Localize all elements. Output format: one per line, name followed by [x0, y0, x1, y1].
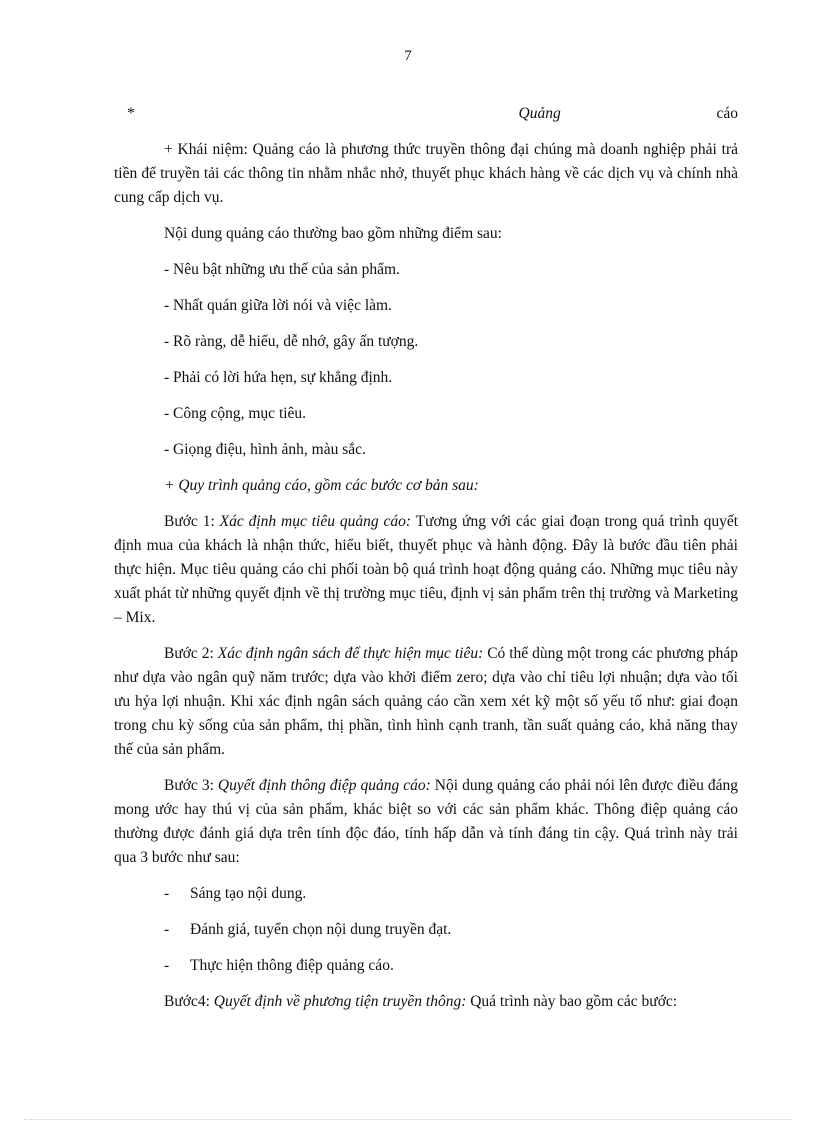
list-item: - Công cộng, mục tiêu. [164, 405, 307, 422]
page-bottom-border [24, 1119, 792, 1120]
sub-step-dash: - [164, 957, 170, 974]
step-2-label: Bước 2: [164, 645, 218, 662]
sub-step [114, 882, 738, 906]
list-item: - Nhất quán giữa lời nói và việc làm. [164, 297, 392, 314]
list-item: - Phải có lời hứa hẹn, sự khẳng định. [164, 369, 393, 386]
content-intro: Nội dung quảng cáo thường bao gồm những điểm sau: [164, 225, 502, 242]
sub-step-dash: - [164, 921, 170, 938]
sub-step-text: Thực hiện thông điệp quảng cáo. [190, 957, 394, 974]
section-heading [114, 102, 738, 126]
step-1-label: Bước 1: [164, 513, 220, 530]
concept-paragraph: + Khái niệm: Quảng cáo là phương thức truyền thông đại chúng mà doanh nghiệp phải trả tiền để truyền tải các thông tin nhằm nhắc nhở, thuyết phục khách hàng về các dịch vụ và chính nhà cung cấp dịch vụ. [114, 141, 738, 206]
step-1-body: Tương ứng với các giai đoạn trong quá trình quyết định mua của khách là nhận thức, hiểu biết, thuyết phục và hành động. Đây là bước đầu tiên phải thực hiện. Mục tiêu quảng cáo chi phối toàn bộ quá trình hoạt động quảng cáo. Những mục tiêu này xuất phát từ những quyết định về thị trường mục tiêu, định vị sản phẩm trên thị trường và Marketing – Mix. [114, 513, 739, 626]
heading-star: * [127, 105, 135, 122]
step-3-label: Bước 3: [164, 777, 218, 794]
heading-word-2: cáo [716, 105, 738, 122]
list-item: - Rõ ràng, dễ hiểu, dễ nhớ, gây ấn tượng. [164, 333, 419, 350]
step-2-title: Xác định ngân sách để thực hiện mục tiêu: [217, 645, 484, 662]
sub-step-text: Đánh giá, tuyển chọn nội dung truyền đạt. [190, 921, 452, 938]
step-4-paragraph [114, 990, 738, 1014]
sub-step-text: Sáng tạo nội dung. [190, 885, 307, 902]
step-3-title: Quyết định thông điệp quảng cáo: [217, 777, 431, 794]
step-3-body: Nội dung quảng cáo phải nói lên được điều đáng mong ước hay thú vị của sản phẩm, khác biệt so với các sản phẩm khác. Thông điệp quảng cáo thường được đánh giá dựa trên tính độc đáo, tính hấp dẫn và tính đáng tin cậy. Quá trình này trải qua 3 bước như sau: [114, 777, 738, 866]
step-1-paragraph [114, 510, 738, 630]
process-heading-text: + Quy trình quảng cáo, gồm các bước cơ bản sau: [164, 477, 479, 494]
sub-step [114, 918, 738, 942]
step-2-paragraph [114, 642, 738, 762]
step-2-body: Có thể dùng một trong các phương pháp như dựa vào ngân quỹ năm trước; dựa vào khởi điểm zero; dựa vào chỉ tiêu lợi nhuận; dựa vào tối ưu hỷa lợi nhuận. Khi xác định ngân sách quảng cáo cần xem xét kỹ một số yếu tố như: giai đoạn trong chu kỳ sống của sản phẩm, thị phần, tình hình cạnh tranh, tần suất quảng cáo, khả năng thay thế của sản phẩm. [114, 645, 738, 758]
step-4-title: Quyết định về phương tiện truyền thông: [213, 993, 467, 1010]
process-heading [114, 474, 738, 498]
list-item: - Nêu bật những ưu thế của sản phẩm. [164, 261, 400, 278]
list-item: - Giọng điệu, hình ảnh, màu sắc. [164, 441, 366, 458]
step-3-paragraph [114, 774, 738, 870]
step-1-title: Xác định mục tiêu quảng cáo: [219, 513, 412, 530]
sub-step [114, 954, 738, 978]
step-4-label: Bước4: [164, 993, 214, 1010]
page-number: 7 [404, 48, 412, 64]
heading-word-1: Quảng [518, 105, 561, 122]
body-text [114, 102, 738, 1014]
sub-step-dash: - [164, 885, 170, 902]
step-4-body: Quá trình này bao gồm các bước: [466, 993, 678, 1010]
